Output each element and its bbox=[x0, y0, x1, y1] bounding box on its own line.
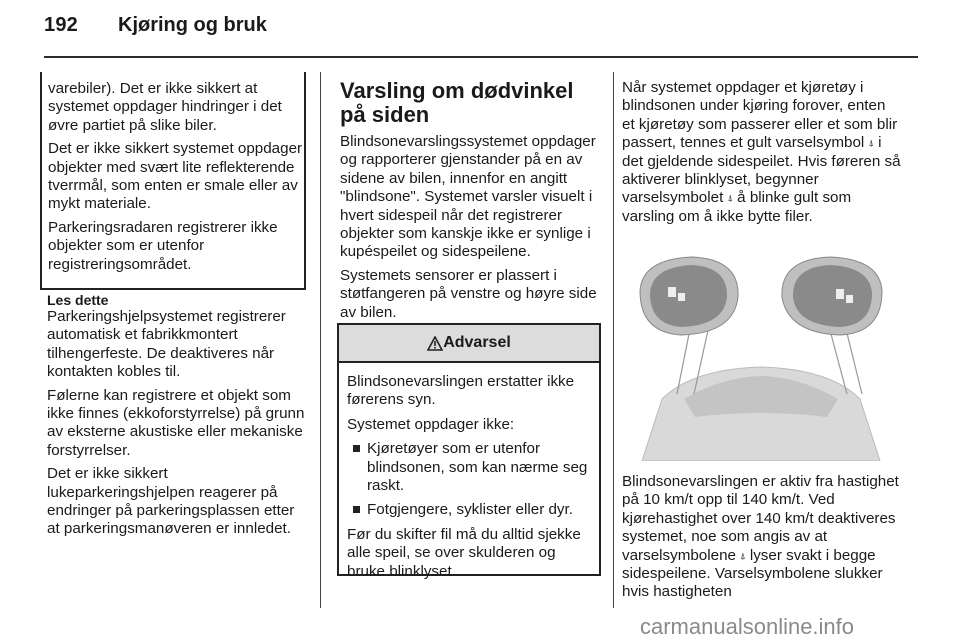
column-2-text bbox=[340, 79, 602, 327]
body-paragraph: Det er ikke sikkert lukeparkeringshjelpen reagerer på endringer på parkeringsplassen etter at parkeringsmanøveren er innledet. bbox=[47, 465, 295, 538]
page-number: 192 bbox=[44, 14, 78, 36]
warning-header bbox=[339, 325, 599, 363]
body-paragraph: Følerne kan registrere et objekt som ikke finnes (ekkoforstyrrelse) på grunn av eksterne akustiske eller mekaniske forstyrrelser. bbox=[47, 386, 305, 459]
text-span: i det gjeldende sidespeilet. Hvis føreren så aktiverer blinklyset, begynner varselsymbolet bbox=[622, 134, 901, 207]
side-mirror-illustration bbox=[622, 249, 900, 461]
text-span: Blindsonevarslingen er aktiv fra hastighet på 10 km/t opp til 140 km/t. Ved kjørehastighet over 140 km/t deaktiveres systemet, noe som angis av at varselsymbolene bbox=[622, 473, 899, 564]
list-item bbox=[347, 501, 591, 519]
body-paragraph bbox=[622, 473, 902, 602]
box-paragraph: Parkeringsradaren registrerer ikke objekter som er utenfor registreringsområdet. bbox=[48, 218, 278, 273]
note-text: Parkeringshjelpsystemet registrerer automatisk et fabrikkmontert tilhengerfeste. De deaktiveres når kontakten kobles til. bbox=[47, 308, 286, 381]
section-title: Kjøring og bruk bbox=[118, 14, 267, 36]
warning-triangle-icon bbox=[427, 336, 443, 351]
body-paragraph: Blindsonevarslingssystemet oppdager og rapporterer gjenstander på en av sidene av bilen, innenfor en angitt "blindsone". Systemet varsler visuelt i hvert sidespeil når det registrerer objekter som kanskje ikke er synlige i kupéspeilet og sidespeilene. bbox=[340, 133, 596, 261]
column-3-text-top bbox=[622, 79, 902, 231]
warning-intro: Blindsonevarslingen erstatter ikke førerens syn. bbox=[347, 373, 575, 409]
blind-spot-warning-icon: ⍋ bbox=[868, 138, 874, 149]
body-paragraph: Systemets sensorer er plassert i støtfangeren på venstre og høyre side av bilen. bbox=[340, 266, 597, 321]
text-span: å blinke gult som varsling om å ikke bytte filer. bbox=[622, 189, 852, 225]
list-item bbox=[347, 440, 591, 495]
warning-body bbox=[339, 363, 599, 581]
column-divider-2 bbox=[613, 72, 614, 608]
box-paragraph: varebiler). Det er ikke sikkert at systemet oppdager hindringer i det øvre partiet på slike biler. bbox=[48, 80, 282, 134]
watermark: carmanualsonline.info bbox=[640, 614, 855, 639]
column-divider-1 bbox=[320, 72, 321, 608]
section-heading: Varsling om dødvinkel på siden bbox=[340, 78, 574, 127]
warning-outro: Før du skifter fil må du alltid sjekke alle speil, se over skulderen og bruke blinklyset. bbox=[347, 525, 581, 580]
box-paragraph: Det er ikke sikkert systemet oppdager objekter med svært lite reflekterende tverrmål, som enten er smale eller av mykt materiale. bbox=[48, 140, 303, 213]
body-paragraph bbox=[622, 79, 902, 226]
column-3-text-bottom bbox=[622, 473, 902, 607]
list-item-text: Kjøretøyer som er utenfor blindsonen, som kan nærme seg raskt. bbox=[367, 440, 588, 495]
note-title: Les dette bbox=[47, 292, 109, 308]
list-item-text: Fotgjengere, syklister eller dyr. bbox=[367, 501, 573, 519]
warning-title: Advarsel bbox=[443, 333, 511, 351]
blind-spot-warning-icon: ⍋ bbox=[740, 550, 746, 561]
continuation-box bbox=[40, 72, 306, 290]
header-rule bbox=[44, 56, 918, 58]
text-span: lyser svakt i begge sidespeilene. Varselsymbolene slukker hvis hastigheten bbox=[622, 546, 883, 601]
bullet-icon bbox=[353, 445, 360, 452]
blind-spot-warning-icon: ⍋ bbox=[727, 193, 733, 204]
warning-list-intro: Systemet oppdager ikke: bbox=[347, 415, 515, 433]
text-span: Når systemet oppdager et kjøretøy i blindsonen under kjøring forover, enten et kjøretøy som passerer eller et som blir passert, tennes et gult varselsymbol bbox=[622, 79, 898, 152]
warning-box bbox=[337, 323, 601, 580]
warning-list bbox=[347, 440, 591, 520]
bullet-icon bbox=[353, 506, 360, 513]
column-1-text bbox=[47, 292, 305, 544]
